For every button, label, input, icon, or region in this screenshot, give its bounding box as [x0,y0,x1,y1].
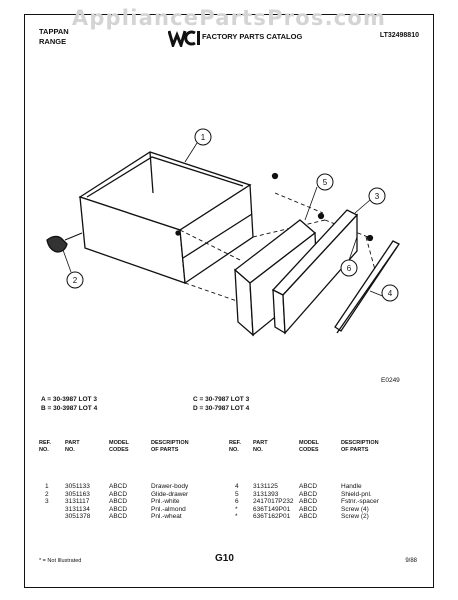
footnote: * = Not Illustrated [39,558,82,564]
ref-cell: 4 [235,483,239,490]
description-cell: Fstnr.-spacer [341,498,379,506]
model-codes-cell: ABCD [299,483,318,490]
part-number-cell: 636T149P01 [253,505,291,513]
model-codes-cell: ABCD [299,505,318,513]
ref-cell [45,513,49,521]
ref-header: REF. [39,440,51,446]
desc-header: DESCRIPTION [151,440,189,446]
exploded-diagram [25,15,433,375]
model-codes-cell: ABCD [109,505,128,513]
ref-cell: 5 [235,490,239,498]
model-codes-cell: ABCD [299,490,318,498]
callout-1: 1 [200,133,206,142]
drawer-glide-part [47,233,82,252]
brand-name: TAPPAN [39,27,69,36]
catalog-date: 9/88 [405,558,417,564]
part-number-cell: 3131393 [253,490,279,498]
ref-header: NO. [229,447,239,453]
page-number: G10 [215,553,234,564]
description-cell: Pnl.-wheat [151,513,182,521]
desc-header: OF PARTS [341,447,369,453]
product-type: RANGE [39,37,67,46]
model-header: MODEL [109,440,129,446]
model-header: CODES [299,447,319,453]
model-code-a: A = 30-3987 LOT 3 [41,396,97,403]
part-header: PART [253,440,268,446]
model-code-b: B = 30-3987 LOT 4 [41,405,98,412]
ref-cell: 3 [45,498,49,506]
description-cell: Glide-drawer [151,490,189,498]
model-codes-cell: ABCD [109,513,128,521]
part-number-cell: 3131125 [253,483,278,490]
ref-cell: 6 [235,498,239,506]
ref-header: REF. [229,440,241,446]
model-codes-cell: ABCD [109,498,128,506]
model-code-d: D = 30-7987 LOT 4 [193,405,250,412]
callout-2: 2 [72,276,78,285]
part-number-cell: 3051133 [65,483,90,490]
desc-header: OF PARTS [151,447,179,453]
callout-4: 4 [387,289,393,298]
model-code-c: C = 30-7987 LOT 3 [193,396,250,403]
description-cell: Pnl.-white [151,498,180,506]
catalog-title: FACTORY PARTS CATALOG [202,32,303,41]
watermark-text: AppliancePartsPros.com [71,6,387,30]
description-cell: Shield-pnl. [341,490,372,498]
desc-header: DESCRIPTION [341,440,379,446]
part-number-cell: 2417017P232 [253,498,294,506]
ref-cell: * [235,505,238,513]
callout-5: 5 [322,178,328,187]
description-cell: Screw (2) [341,513,369,521]
part-header: NO. [253,447,263,453]
ref-cell: * [235,513,238,521]
figure-code: E0249 [381,377,400,384]
ref-cell: 1 [45,483,49,490]
part-number-cell: 3051378 [65,513,91,521]
part-number-cell: 636T162P01 [253,513,291,521]
ref-cell: 2 [45,490,49,498]
part-number-cell: 3131134 [65,505,90,513]
ref-cell [45,506,49,514]
part-number-cell: 3131117 [65,498,90,506]
model-codes-cell: ABCD [299,513,318,521]
part-header: PART [65,440,80,446]
description-cell: Handle [341,483,362,490]
part-header: NO. [65,447,75,453]
model-codes-cell: ABCD [109,490,128,498]
model-number: LT32498810 [379,32,419,39]
part-number-cell: 3051163 [65,490,90,498]
model-header: MODEL [299,440,319,446]
model-codes-cell: ABCD [109,483,128,490]
model-code-list [193,395,249,413]
model-codes-cell: ABCD [299,498,318,506]
description-cell: Screw (4) [341,505,369,513]
description-cell: Drawer-body [151,483,189,490]
model-code-list [41,395,97,413]
drawer-body-part [80,152,253,283]
description-cell: Pnl.-almond [151,505,186,513]
callout-6: 6 [346,264,352,273]
parts-catalog-page [24,14,434,588]
model-header: CODES [109,447,129,453]
callout-3: 3 [374,192,380,201]
ref-header: NO. [39,447,49,453]
